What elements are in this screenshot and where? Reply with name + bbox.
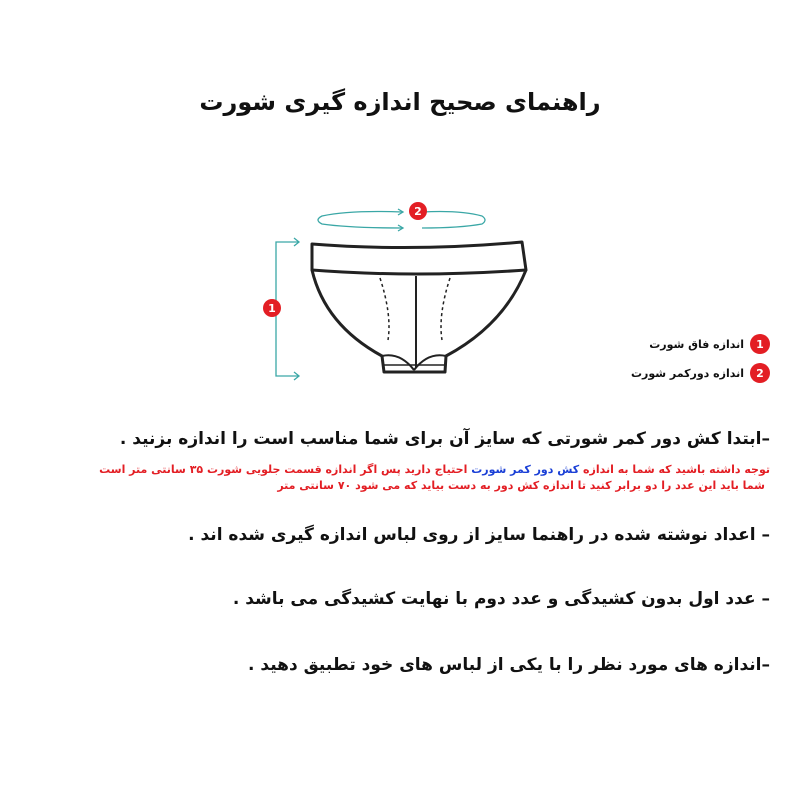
note-part-2: احتیاج دارید پس اگر اندازه قسمت جلویی شورت ۳۵ سانتی متر است xyxy=(99,463,468,476)
waist-arrow xyxy=(318,209,485,231)
legend-item-1 xyxy=(649,334,770,354)
marker-1-label: 1 xyxy=(268,302,276,315)
instruction-step-2: – اعداد نوشته شده در راهنما سایز از روی لباس اندازه گیری شده اند . xyxy=(188,525,770,545)
instruction-step-4: –اندازه های مورد نظر را با یکی از لباس های خود تطبیق دهید . xyxy=(248,655,770,675)
legend-item-2 xyxy=(631,363,770,383)
legend-badge-1: 1 xyxy=(750,334,770,354)
briefs-outline xyxy=(312,242,526,372)
instruction-note-line-2: شما باید این عدد را دو برابر کنید تا اندازه کش دور به دست بیاید که می شود ۷۰ سانتی متر xyxy=(277,479,765,492)
instruction-note-line-1 xyxy=(99,463,770,476)
legend-label-2: اندازه دورکمر شورت xyxy=(630,366,744,380)
note-highlight: کش دور کمر شورت xyxy=(471,463,580,476)
legend-label-1: اندازه فاق شورت xyxy=(649,337,744,351)
page-title: راهنمای صحیح اندازه گیری شورت xyxy=(199,88,601,116)
marker-2-label: 2 xyxy=(414,205,422,218)
briefs-diagram xyxy=(250,190,550,390)
legend-badge-2: 2 xyxy=(750,363,770,383)
note-part-1: توجه داشته باشید که شما به اندازه xyxy=(583,463,770,476)
instruction-step-1: –ابتدا کش دور کمر شورتی که سایز آن برای شما مناسب است را اندازه بزنید . xyxy=(119,429,770,449)
instruction-step-3: – عدد اول بدون کشیدگی و عدد دوم با نهایت کشیدگی می باشد . xyxy=(232,589,770,609)
